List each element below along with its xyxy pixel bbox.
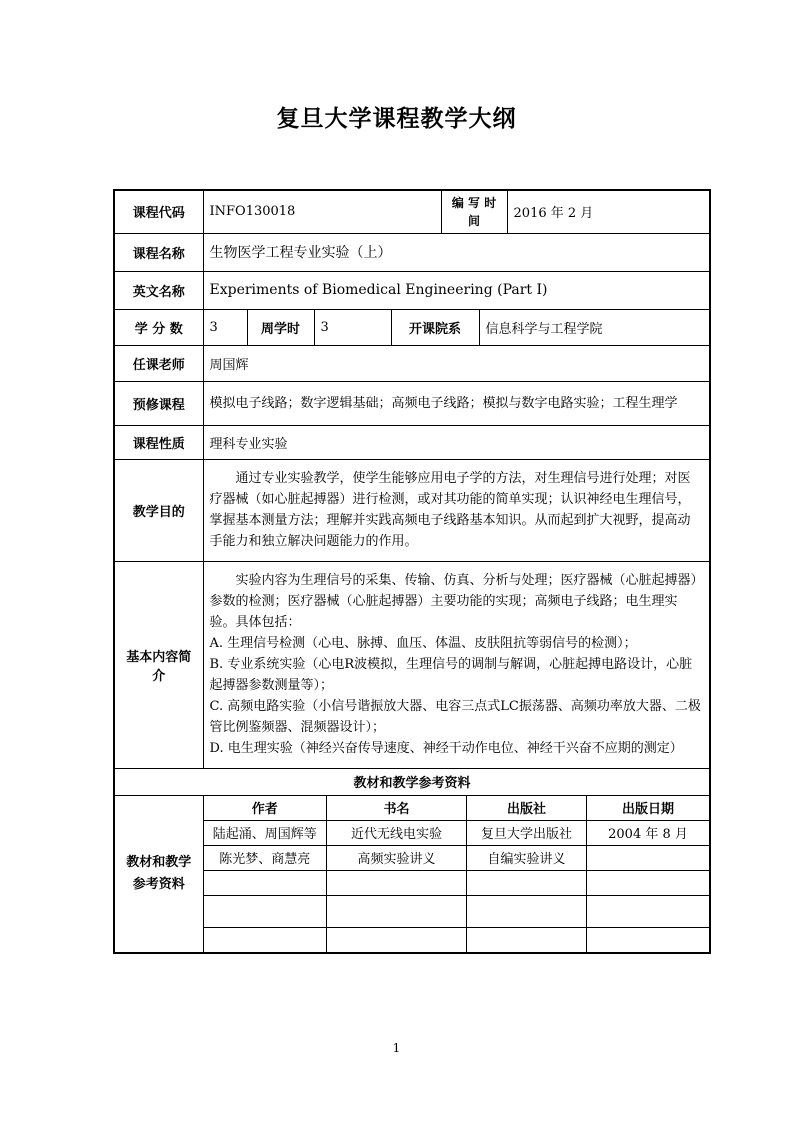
label-prerequisites: 预修课程 <box>114 381 203 425</box>
cell-date <box>587 870 710 895</box>
row-english-name <box>114 271 710 309</box>
cell-author: 陈光梦、商慧亮 <box>204 845 327 870</box>
row-course-nature <box>114 425 710 459</box>
cell-date: 2004 年 8 月 <box>587 820 710 845</box>
label-weekly-hours: 周学时 <box>247 309 314 345</box>
label-objectives: 教学目的 <box>114 459 203 561</box>
cell-title <box>327 927 467 952</box>
cell-publisher <box>467 870 587 895</box>
row-references-header <box>114 768 710 795</box>
table-row <box>204 870 710 895</box>
page-number: 1 <box>392 1041 401 1055</box>
content-intro: 实验内容为生理信号的采集、传输、仿真、分析与处理；医疗器械（心脏起搏器）参数的检测；医疗器械（心脏起搏器）主要功能的实现；高频电子线路；电生理实验。具体包括： <box>209 573 698 630</box>
syllabus-table <box>113 189 711 954</box>
row-prerequisites <box>114 381 710 425</box>
value-credits: 3 <box>203 309 247 345</box>
cell-author <box>204 870 327 895</box>
label-references: 教材和教学参考资料 <box>114 795 203 953</box>
row-teacher <box>114 345 710 381</box>
value-content <box>203 561 710 768</box>
table-row <box>204 845 710 870</box>
label-content: 基本内容简介 <box>114 561 203 768</box>
document-title: 复旦大学课程教学大纲 <box>276 106 517 132</box>
content-item-c: C. 高频电路实验（小信号谐振放大器、电容三点式LC振荡器、高频功率放大器、二极管比例鉴频器、混频器设计）； <box>209 699 701 735</box>
cell-publisher: 复旦大学出版社 <box>467 820 587 845</box>
cell-date <box>587 927 710 952</box>
label-teacher: 任课老师 <box>114 345 203 381</box>
value-department: 信息科学与工程学院 <box>479 309 710 345</box>
references-header-row <box>204 796 710 821</box>
row-credits <box>114 309 710 345</box>
content-item-b: B. 专业系统实验（心电R波模拟，生理信号的调制与解调，心脏起搏电路设计，心脏起搏器参数测量等）； <box>209 657 693 693</box>
label-course-name: 课程名称 <box>114 233 203 271</box>
cell-author: 陆起涌、周国辉等 <box>204 820 327 845</box>
column-header-publisher: 出版社 <box>467 796 587 821</box>
value-prerequisites: 模拟电子线路；数字逻辑基础；高频电子线路；模拟与数字电路实验；工程生理学 <box>203 381 710 425</box>
table-row <box>204 895 710 927</box>
table-row <box>204 927 710 952</box>
cell-publisher: 自编实验讲义 <box>467 845 587 870</box>
row-course-name <box>114 233 710 271</box>
cell-publisher <box>467 927 587 952</box>
value-teacher: 周国辉 <box>203 345 710 381</box>
references-cell <box>203 795 710 953</box>
content-item-d: D. 电生理实验（神经兴奋传导速度、神经干动作电位、神经干兴奋不应期的测定） <box>209 741 683 756</box>
value-weekly-hours: 3 <box>314 309 391 345</box>
label-credits: 学 分 数 <box>114 309 203 345</box>
column-header-date: 出版日期 <box>587 796 710 821</box>
table-row <box>204 820 710 845</box>
cell-date <box>587 845 710 870</box>
column-header-author: 作者 <box>204 796 327 821</box>
value-english-name: Experiments of Biomedical Engineering (Part I) <box>203 271 710 309</box>
cell-author <box>204 895 327 927</box>
label-course-code: 课程代码 <box>114 190 203 233</box>
value-course-name: 生物医学工程专业实验（上） <box>203 233 710 271</box>
label-course-nature: 课程性质 <box>114 425 203 459</box>
row-references <box>114 795 710 953</box>
references-table <box>204 796 710 952</box>
cell-title <box>327 870 467 895</box>
cell-title: 高频实验讲义 <box>327 845 467 870</box>
cell-title <box>327 895 467 927</box>
value-objectives: 通过专业实验教学，使学生能够应用电子学的方法，对生理信号进行处理；对医疗器械（如心脏起搏器）进行检测，或对其功能的简单实现；认识神经电生理信号，掌握基本测量方法；理解并实践高频电子线路基本知识。从而起到扩大视野，提高动手能力和独立解决问题能力的作用。 <box>203 459 710 561</box>
value-course-nature: 理科专业实验 <box>203 425 710 459</box>
row-course-code <box>114 190 710 233</box>
cell-title: 近代无线电实验 <box>327 820 467 845</box>
value-course-code: INFO130018 <box>203 190 441 233</box>
value-author-time: 2016 年 2 月 <box>507 190 710 233</box>
references-header: 教材和教学参考资料 <box>114 768 710 795</box>
cell-date <box>587 895 710 927</box>
cell-author <box>204 927 327 952</box>
row-content <box>114 561 710 768</box>
label-department: 开课院系 <box>391 309 479 345</box>
content-item-a: A. 生理信号检测（心电、脉搏、血压、体温、皮肤阻抗等弱信号的检测）； <box>209 636 637 651</box>
column-header-title: 书名 <box>327 796 467 821</box>
cell-publisher <box>467 895 587 927</box>
label-english-name: 英文名称 <box>114 271 203 309</box>
row-objectives <box>114 459 710 561</box>
label-author-time: 编 写 时 间 <box>441 190 507 233</box>
